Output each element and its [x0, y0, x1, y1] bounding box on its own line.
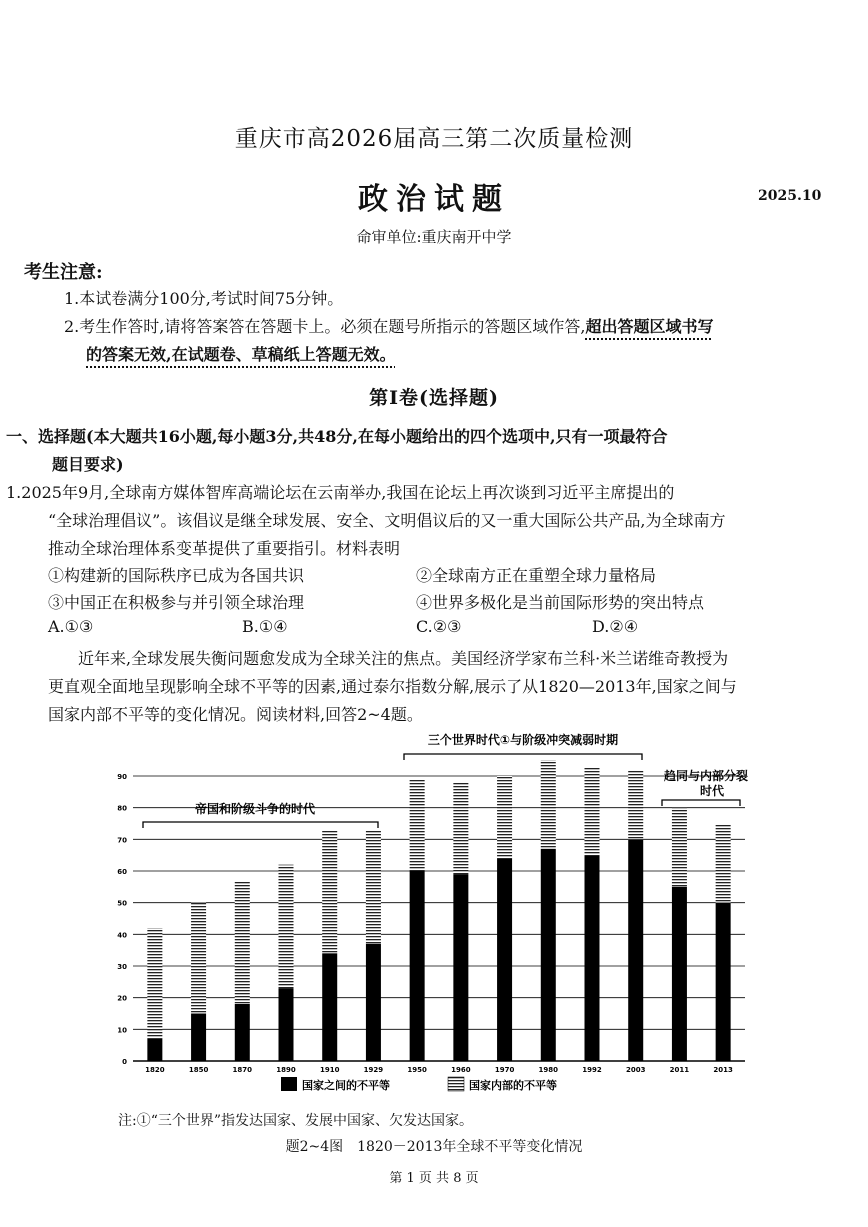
bar-between-1890	[279, 988, 294, 1061]
legend-label-within: 国家内部的不平等	[469, 1079, 557, 1092]
exam-date: 2025.10	[758, 188, 822, 204]
intro-line-2: 更直观全面地呈现影响全球不平等的因素,通过泰尔指数分解,展示了从1820—2013年,国家之间与	[48, 677, 737, 696]
bar-within-1870	[235, 881, 250, 1005]
era1-label: 帝国和阶级斗争的时代	[194, 802, 316, 816]
bar-between-1960	[453, 874, 468, 1061]
bar-between-1970	[497, 858, 512, 1061]
y-tick-label: 60	[117, 868, 127, 876]
era3-bracket	[662, 800, 740, 806]
bar-within-1890	[279, 865, 294, 989]
y-tick-label: 10	[117, 1026, 127, 1035]
y-tick-label: 20	[117, 994, 127, 1003]
x-tick-label: 1820	[145, 1066, 165, 1074]
x-tick-label: 1910	[319, 1066, 340, 1074]
bar-within-1929	[366, 830, 381, 944]
x-tick-label: 2011	[669, 1066, 690, 1074]
intro-line-3: 国家内部不平等的变化情况。阅读材料,回答2~4题。	[48, 705, 423, 724]
era3-label-a: 趋同与内部分裂	[663, 769, 749, 783]
notice-heading: 考生注意:	[24, 262, 103, 283]
x-tick-label: 1960	[451, 1066, 471, 1074]
q1-option-c[interactable]: C.②③	[416, 617, 462, 636]
bar-between-2011	[672, 887, 687, 1061]
x-tick-label: 1870	[232, 1066, 253, 1074]
bar-between-1870	[235, 1004, 250, 1061]
q1-statement-1: ①构建新的国际秩序已成为各国共识	[48, 566, 305, 585]
y-tick-label: 50	[117, 899, 127, 908]
bar-within-2011	[672, 808, 687, 887]
era1-bracket	[143, 822, 378, 828]
era2-label: 三个世界时代①与阶级冲突减弱时期	[427, 733, 619, 747]
q1-line-1: 1.2025年9月,全球南方媒体智库高端论坛在云南举办,我国在论坛上再次谈到习近平主席提出的	[6, 483, 675, 502]
legend-swatch-between	[281, 1077, 297, 1091]
x-tick-label: 2003	[625, 1066, 646, 1074]
legend-swatch-within	[448, 1077, 464, 1091]
q1-statement-3: ③中国正在积极参与并引领全球治理	[48, 593, 305, 612]
bar-between-2003	[628, 839, 643, 1061]
q1-line-2: “全球治理倡议”。该倡议是继全球发展、安全、文明倡议后的又一重大国际公共产品,为全球南方	[48, 511, 726, 530]
x-tick-label: 1970	[494, 1066, 515, 1074]
section-instructions-cont: 题目要求)	[52, 455, 124, 474]
legend-label-between: 国家之间的不平等	[302, 1079, 390, 1092]
q1-option-b[interactable]: B.①④	[242, 617, 288, 636]
bar-between-1980	[541, 849, 556, 1061]
bar-within-1910	[322, 830, 337, 954]
notice-item-2-text: 2.考生作答时,请将答案答在答题卡上。必须在题号所指示的答题区域作答,	[64, 317, 586, 336]
y-tick-label: 90	[117, 773, 127, 781]
bar-within-1980	[541, 760, 556, 849]
y-tick-label: 80	[117, 804, 127, 813]
x-tick-label: 1890	[276, 1066, 296, 1074]
x-tick-label: 1929	[363, 1066, 384, 1074]
bar-within-1960	[453, 782, 468, 874]
bar-within-1820	[147, 928, 162, 1039]
x-tick-label: 1992	[582, 1066, 602, 1074]
figure-caption: 题2~4图 1820－2013年全球不平等变化情况	[285, 1139, 583, 1155]
q1-statement-2: ②全球南方正在重塑全球力量格局	[416, 566, 657, 585]
bar-between-1929	[366, 944, 381, 1061]
q1-statement-4: ④世界多极化是当前国际形势的突出特点	[416, 593, 705, 612]
q1-line-3: 推动全球治理体系变革提供了重要指引。材料表明	[48, 539, 401, 558]
y-tick-label: 70	[117, 836, 127, 845]
bar-within-1970	[497, 776, 512, 858]
bar-between-1820	[147, 1039, 162, 1061]
bar-between-1992	[585, 855, 600, 1061]
figure-note: 注:①“三个世界”指发达国家、发展中国家、欠发达国家。	[118, 1113, 474, 1129]
bar-within-2013	[716, 824, 731, 903]
y-tick-label: 30	[117, 963, 127, 971]
bar-within-1992	[585, 767, 600, 856]
notice-item-1: 1.本试卷满分100分,考试时间75分钟。	[64, 289, 344, 308]
y-tick-label: 0	[122, 1058, 127, 1066]
bar-within-2003	[628, 770, 643, 840]
x-tick-label: 1950	[407, 1066, 427, 1074]
bar-between-1850	[191, 1014, 206, 1062]
bar-within-1950	[410, 779, 425, 871]
x-tick-label: 2013	[713, 1066, 733, 1074]
x-tick-label: 1850	[188, 1066, 209, 1074]
q1-option-d[interactable]: D.②④	[592, 617, 639, 636]
era3-label-b: 时代	[699, 784, 725, 798]
exam-title: 重庆市高2026届高三第二次质量检测	[234, 126, 634, 152]
setter-unit: 命审单位:重庆南开中学	[356, 228, 512, 246]
section-title: 第Ⅰ卷(选择题)	[369, 387, 499, 409]
bar-between-2013	[716, 903, 731, 1061]
bar-between-1950	[410, 871, 425, 1061]
notice-item-2-emph: 超出答题区域书写	[585, 317, 714, 336]
era2-bracket	[404, 754, 642, 760]
y-tick-label: 40	[117, 931, 127, 940]
notice-item-2-emph2: 的答案无效,在试题卷、草稿纸上答题无效。	[86, 345, 396, 364]
chart-gridlines	[133, 776, 745, 1061]
q1-option-a[interactable]: A.①③	[48, 617, 94, 636]
intro-line-1: 近年来,全球发展失衡问题愈发成为全球关注的焦点。美国经济学家布兰科·米兰诺维奇教授为	[78, 649, 729, 668]
subject-title: 政治试题	[358, 182, 510, 217]
section-instructions: 一、选择题(本大题共16小题,每小题3分,共48分,在每小题给出的四个选项中,只有一项最符合	[6, 427, 668, 446]
bar-within-1850	[191, 903, 206, 1014]
page-footer: 第 1 页 共 8 页	[389, 1171, 479, 1186]
x-tick-label: 1980	[538, 1066, 559, 1074]
bar-between-1910	[322, 953, 337, 1061]
